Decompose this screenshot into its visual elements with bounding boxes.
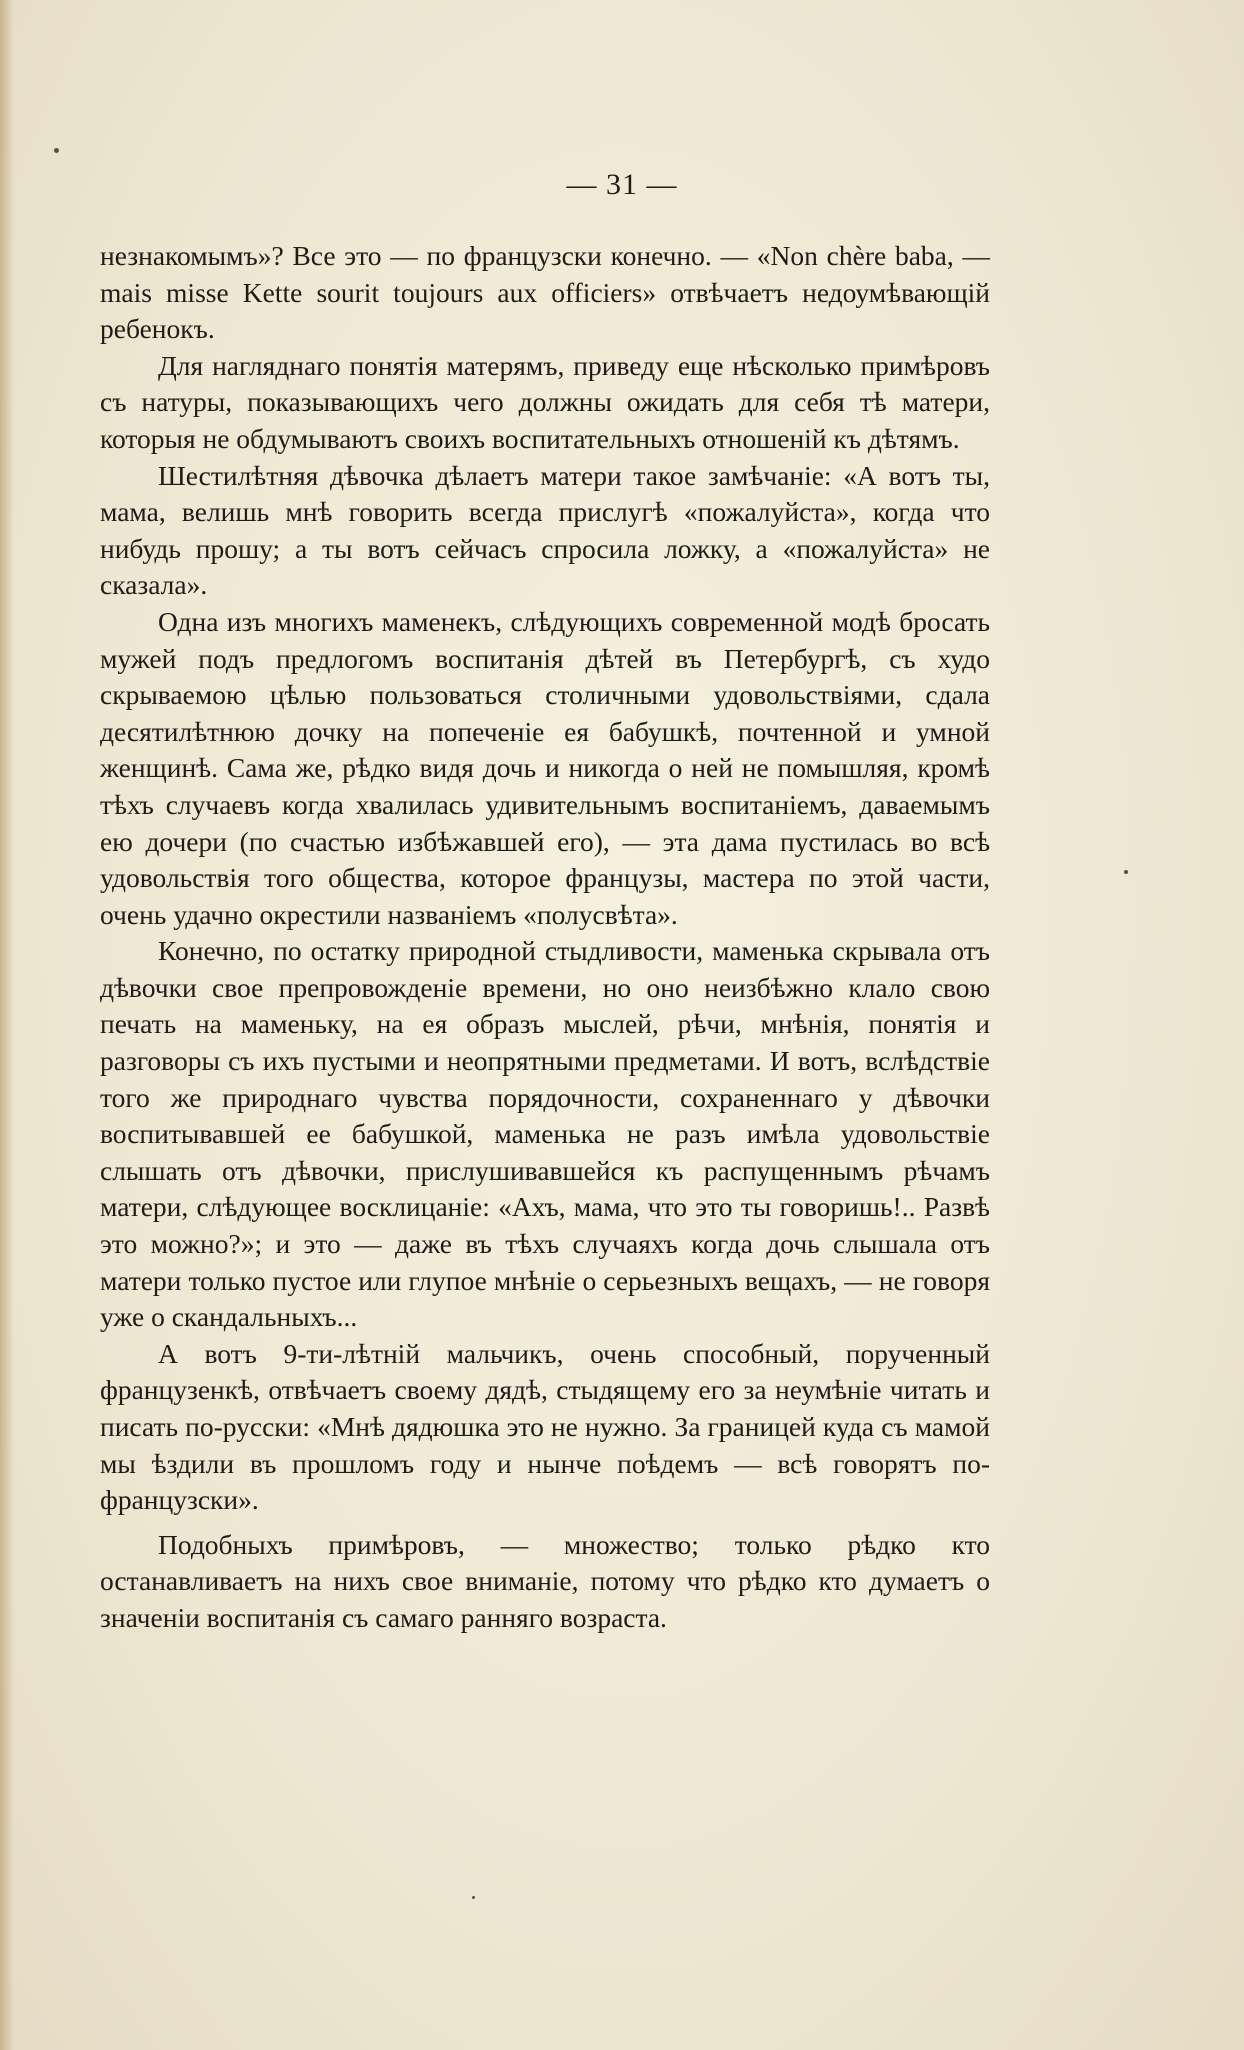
- body-text: [100, 238, 990, 1637]
- page-number: — 31 —: [566, 168, 678, 201]
- paragraph-continued: незнакомымъ»? Все это — по французски конечно. — «Non chère baba, — mais misse Kette sourit toujours aux officiers» отвѣчаетъ недоумѣвающій ребенокъ.: [100, 240, 990, 345]
- paper-speck: [472, 1896, 475, 1899]
- paper-speck: [1124, 870, 1128, 874]
- paper-speck: [54, 148, 59, 153]
- paragraph: Для нагляднаго понятія матерямъ, приведу еще нѣсколько примѣровъ съ натуры, показывающихъ чего должны ожидать для себя тѣ матери, которыя не обдумываютъ своихъ воспитательныхъ отношеній къ дѣтямъ.: [100, 349, 990, 454]
- page-edge-shadow: [0, 0, 14, 2050]
- paragraph: Подобныхъ примѣровъ, — множество; только рѣдко кто останавливаетъ на нихъ свое вниманіе, потому что рѣдко кто думаетъ о значеніи воспитанія съ самаго ранняго возраста.: [100, 1528, 990, 1633]
- paragraph: А вотъ 9-ти-лѣтній мальчикъ, очень способный, порученный французенкѣ, отвѣчаетъ своему дядѣ, стыдящему его за неумѣніе читать и писать по-русски: «Мнѣ дядюшка это не нужно. За границей куда съ мамой мы ѣздили въ прошломъ году и нынче поѣдемъ — всѣ говорятъ по-французски».: [100, 1337, 990, 1516]
- paragraph: Шестилѣтняя дѣвочка дѣлаетъ матери такое замѣчаніе: «А вотъ ты, мама, велишь мнѣ говорить всегда прислугѣ «пожалуйста», когда что нибудь прошу; а ты вотъ сейчасъ спросила ложку, а «пожалуйста» не сказала».: [100, 459, 990, 601]
- paragraph: Конечно, по остатку природной стыдливости, маменька скрывала отъ дѣвочки свое препровожденіе времени, но оно неизбѣжно клало свою печать на маменьку, на ея образъ мыслей, рѣчи, мнѣнія, понятія и разговоры съ ихъ пустыми и неопрятными предметами. И вотъ, вслѣдствіе того же природнаго чувства порядочности, сохраненнаго у дѣвочки воспитывавшей ее бабушкой, маменька не разъ имѣла удовольствіе слышать отъ дѣвочки, прислушивавшейся къ распущеннымъ рѣчамъ матери, слѣдующее восклицаніе: «Ахъ, мама, что это ты говоришь!.. Развѣ это можно?»; и это — даже въ тѣхъ случаяхъ когда дочь слышала отъ матери только пустое или глупое мнѣніе о серьезныхъ вещахъ, — не говоря уже о скандальныхъ...: [100, 935, 990, 1333]
- paragraph: Одна изъ многихъ маменекъ, слѣдующихъ современной модѣ бросать мужей подъ предлогомъ воспитанія дѣтей въ Петербургѣ, съ худо скрываемою цѣлью пользоваться столичными удовольствіями, сдала десятилѣтнюю дочку на попеченіе ея бабушкѣ, почтенной и умной женщинѣ. Сама же, рѣдко видя дочь и никогда о ней не помышляя, кромѣ тѣхъ случаевъ когда хвалилась удивительнымъ воспитаніемъ, даваемымъ ею дочери (по счастью избѣжавшей его), — эта дама пустилась во всѣ удовольствія того общества, которое французы, мастера по этой части, очень удачно окрестили названіемъ «полусвѣта».: [100, 605, 990, 930]
